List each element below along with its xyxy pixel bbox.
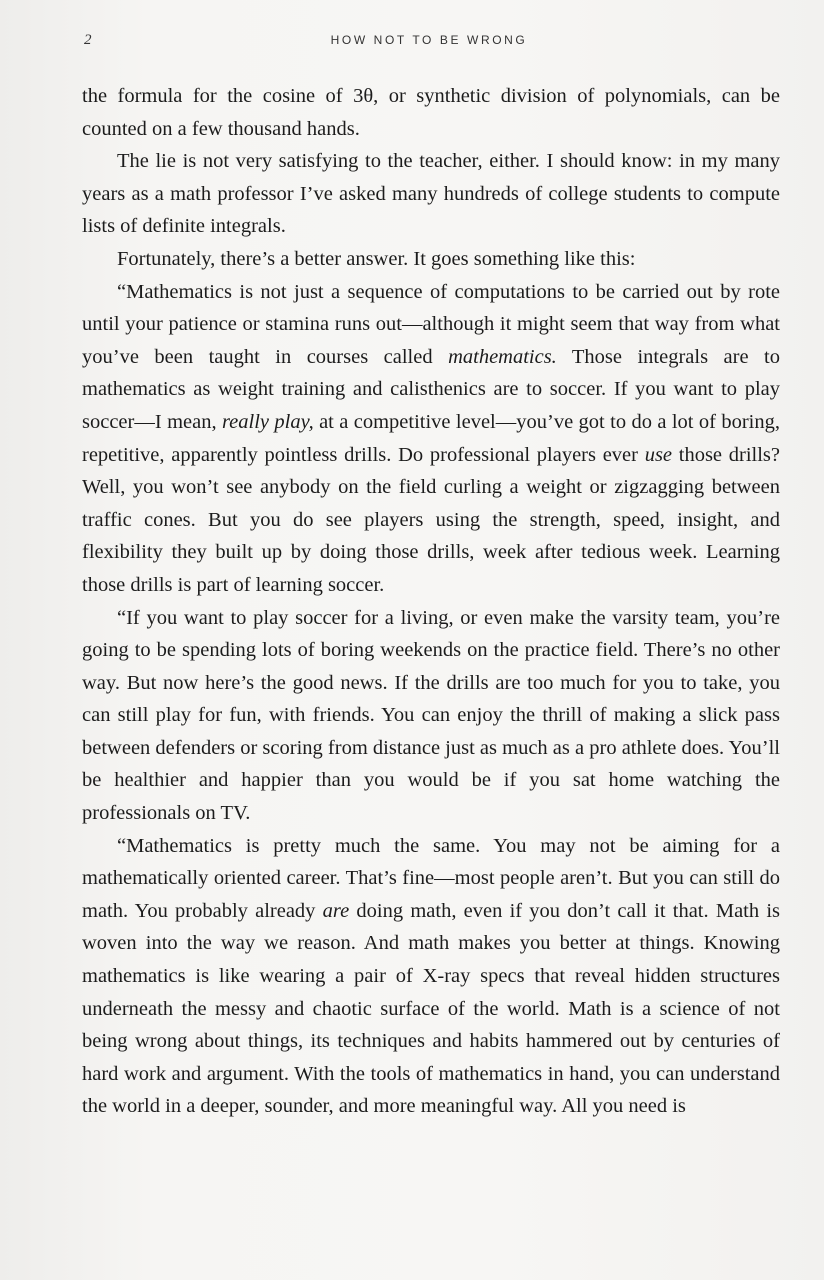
paragraph-1 — [82, 80, 780, 145]
running-head: HOW NOT TO BE WRONG — [330, 33, 528, 47]
text-run: at a competitive level—you’ve got to do a lot of boring, repetitive, apparently pointless drills. Do professional players ever — [82, 410, 780, 466]
paragraph-6 — [82, 830, 780, 1123]
page-number: 2 — [84, 32, 92, 48]
text-run: the formula for the cosine of 3θ, or synthetic division of polynomials, can be counted on a few thousand hands. — [82, 85, 780, 140]
paragraph-2 — [82, 145, 780, 243]
emphasized-text: are — [322, 899, 350, 922]
text-run: “If you want to play soccer for a living, or even make the varsity team, you’re going to be spending lots of boring weekends on the practice field. There’s no other way. But now here’s the good news. If the drills are too much for you to take, you can still play for fun, with friends. You can enjoy the thrill of making a slick pass between defenders or scoring from distance just as much as a pro athlete does. You’ll be healthier and happier than you would be if you sat home watching the professionals on TV. — [82, 606, 780, 825]
emphasized-text: mathematics. — [448, 345, 557, 368]
emphasized-text: really play, — [221, 410, 314, 433]
emphasized-text: use — [644, 443, 673, 466]
text-run: Those integrals are to mathematics as weight training and calisthenics are to soccer. If you want to play soccer—I mean, — [82, 345, 780, 433]
page-header — [84, 32, 774, 52]
text-run: “Mathematics is not just a sequence of computations to be carried out by rote until your patience or stamina runs out—although it might seem that way from what you’ve been taught in courses called — [82, 280, 780, 368]
text-run: Fortunately, there’s a better answer. It goes something like this: — [117, 247, 636, 270]
paragraph-4 — [82, 276, 780, 602]
paragraph-5 — [82, 602, 780, 830]
paragraph-3 — [82, 243, 780, 276]
body-text — [82, 80, 780, 1123]
text-run: doing math, even if you don’t call it that. Math is woven into the way we reason. And math makes you better at things. Knowing mathematics is like wearing a pair of X-ray specs that reveal hidden structures underneath the messy and chaotic surface of the world. Math is a science of not being wrong about things, its techniques and habits hammered out by centuries of hard work and argument. With the tools of mathematics in hand, you can understand the world in a deeper, sounder, and more meaningful way. All you need is — [82, 899, 780, 1118]
text-run: “Mathematics is pretty much the same. You may not be aiming for a mathematically oriented career. That’s fine—most people aren’t. But you can still do math. You probably already — [82, 834, 780, 922]
text-run: those drills? Well, you won’t see anybody on the field curling a weight or zigzagging between traffic cones. But you do see players using the strength, speed, insight, and flexibility they built up by doing those drills, week after tedious week. Learning those drills is part of learning soccer. — [82, 443, 780, 596]
text-run: The lie is not very satisfying to the teacher, either. I should know: in my many years as a math professor I’ve asked many hundreds of college students to compute lists of definite integrals. — [82, 150, 780, 238]
